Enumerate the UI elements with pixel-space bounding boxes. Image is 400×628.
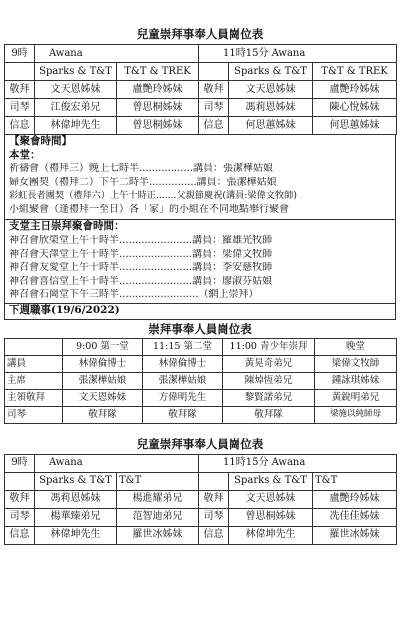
name-cell: 陳焯恆弟兄 [223,372,315,389]
column-header: 9:00 第一堂 [63,338,143,355]
name-cell: 馮莉恩姊妹 [229,99,313,117]
meeting-line: 小組聚會（逢禮拜一至日）各「家」的小組在不同地點舉行聚會 [9,203,289,215]
name-cell: 楊進耀弟兄 [117,490,199,508]
table-row [5,389,397,406]
name-cell: 范智迪弟兄 [117,508,199,526]
role-cell: 信息 [199,526,229,544]
meeting-line: 彩虹長者團契（禮拜六）上午十時正.......父親節慶祝(講員:梁偉文牧師) [9,190,297,201]
column-header: 11:00 青少年崇拜 [223,338,315,355]
name-cell: 何思蕙姊妹 [313,117,397,135]
name-cell: 陳心悅姊妹 [313,99,397,117]
next-week-table [4,338,397,424]
name-cell: 曾思桐姊妹 [117,99,199,117]
branch-line: 神召會天澤堂上午十時半.......................講員：梁偉文牧師 [9,248,273,260]
branch-line: 神召會友愛堂上午十時半.......................講員：李安慈牧師 [9,262,273,273]
role-cell: 講員 [5,355,63,372]
name-cell: 林偉倫博士 [63,355,143,372]
next-week-title: 崇拜事奉人員崗位表 [148,321,252,336]
sub-header: Sparks & T&T [35,472,117,490]
role-cell: 司琴 [199,99,229,117]
column-header: 11:15 第二堂 [143,338,223,355]
name-cell: 盧艷玲姊妹 [313,81,397,99]
table-row [5,490,397,508]
name-cell: 林偉倫博士 [143,355,223,372]
kids-table-2 [4,454,397,545]
name-cell: 盧艷玲姊妹 [117,81,199,99]
role-cell: 主領敬拜 [5,389,63,406]
name-cell: 冼佳佳姊妹 [313,508,397,526]
table-row [5,99,397,117]
role-cell: 司琴 [5,508,35,526]
name-cell: 文天恩姊妹 [35,81,117,99]
table-row [5,526,397,544]
program-left: Awana [35,454,199,472]
name-cell: 方偉明先生 [143,389,223,406]
table-row [5,81,397,99]
table-row [5,372,397,389]
name-cell: 曾思桐姊妹 [117,117,199,135]
name-cell: 敬拜隊 [143,406,223,423]
branch-heading: 支堂主日崇拜聚會時間： [5,219,395,235]
name-cell: 楊華臻弟兄 [35,508,117,526]
name-cell: 何思蕙姊妹 [229,117,313,135]
name-cell: 羅世冰姊妹 [313,526,397,544]
name-cell: 曾思桐姊妹 [229,508,313,526]
role-cell: 信息 [199,117,229,135]
role-cell: 敬拜 [199,490,229,508]
meetings-box [4,135,396,320]
column-header: 晚堂 [315,338,397,355]
role-cell: 信息 [5,526,35,544]
role-cell: 司琴 [5,99,35,117]
role-cell: 敬拜 [5,81,35,99]
name-cell: 黎賢諾弟兄 [223,389,315,406]
program-left: Awana [35,45,199,63]
name-cell: 張潔樺姑娘 [143,372,223,389]
name-cell: 江俊宏弟兄 [35,99,117,117]
name-cell: 梁偉文牧師 [315,355,397,372]
branch-line: 神召會欣榮堂上午十時半.......................講員：羅雄光牧師 [9,235,273,246]
kids-table-1-title: 兒童崇拜事奉人員崗位表 [136,27,264,41]
kids-table-1 [4,44,397,135]
name-cell: 黃晃奇弟兄 [223,355,315,372]
main-hall-heading: 本堂： [9,149,41,161]
time-left: 9時 [5,45,35,63]
role-cell: 主席 [5,372,63,389]
branch-line: 神召會喜信堂上午十時半.......................講員：廖淑芬姑娘 [9,275,273,287]
name-cell: 鍾詠琪姊妹 [315,372,397,389]
name-cell: 馮莉恩姊妹 [35,490,117,508]
sub-header: Sparks & T&T [35,63,117,81]
kids-table-2-title: 兒童崇拜事奉人員崗位表 [136,436,264,451]
table-row [5,117,397,135]
name-cell: 敬拜隊 [63,406,143,423]
name-cell: 敬拜隊 [223,406,315,423]
name-cell: 盧艷玲姊妹 [313,490,397,508]
meetings-heading: 【聚會時間】 [9,135,72,147]
sub-header: Sparks & T&T [229,472,313,490]
time-left: 9時 [5,454,35,472]
role-cell: 敬拜 [199,81,229,99]
name-cell: 文天恩姊妹 [229,81,313,99]
sub-header: Sparks & T&T [229,63,313,81]
table-row [5,406,397,423]
name-cell: 張潔樺姑娘 [63,372,143,389]
name-cell: 林偉坤先生 [229,526,313,544]
role-cell: 信息 [5,117,35,135]
role-cell: 敬拜 [5,490,35,508]
meeting-line: 祈禱會（禮拜三）晚上七時半.................講員：張潔樺姑娘 [9,163,274,174]
next-week-heading: 下週職事(19/6/2022) [5,303,395,319]
name-cell: 林偉坤先生 [35,526,117,544]
sub-header: T&T [117,472,199,490]
branch-line: 神召會石崗堂下午三時半.........................（網上崇拜） [9,289,259,300]
sub-header: T&T [313,472,397,490]
name-cell: 文天恩姊妹 [229,490,313,508]
role-cell: 司琴 [199,508,229,526]
time-right: 11時15分 Awana [199,454,397,472]
meeting-line: 婦女團契（禮拜二）下午二時半...............講員：張潔樺姑娘 [9,176,277,188]
sub-header: T&T & TREK [117,63,199,81]
name-cell: 林偉坤先生 [35,117,117,135]
role-cell: 司琴 [5,406,63,423]
name-cell: 黃銳明弟兄 [315,389,397,406]
sub-header: T&T & TREK [313,63,397,81]
name-cell: 羅世冰姊妹 [117,526,199,544]
table-row [5,355,397,372]
name-cell: 文天恩姊妹 [63,389,143,406]
time-right: 11時15分 Awana [199,45,397,63]
name-cell: 梁施以純師母 [315,406,397,423]
table-row [5,508,397,526]
